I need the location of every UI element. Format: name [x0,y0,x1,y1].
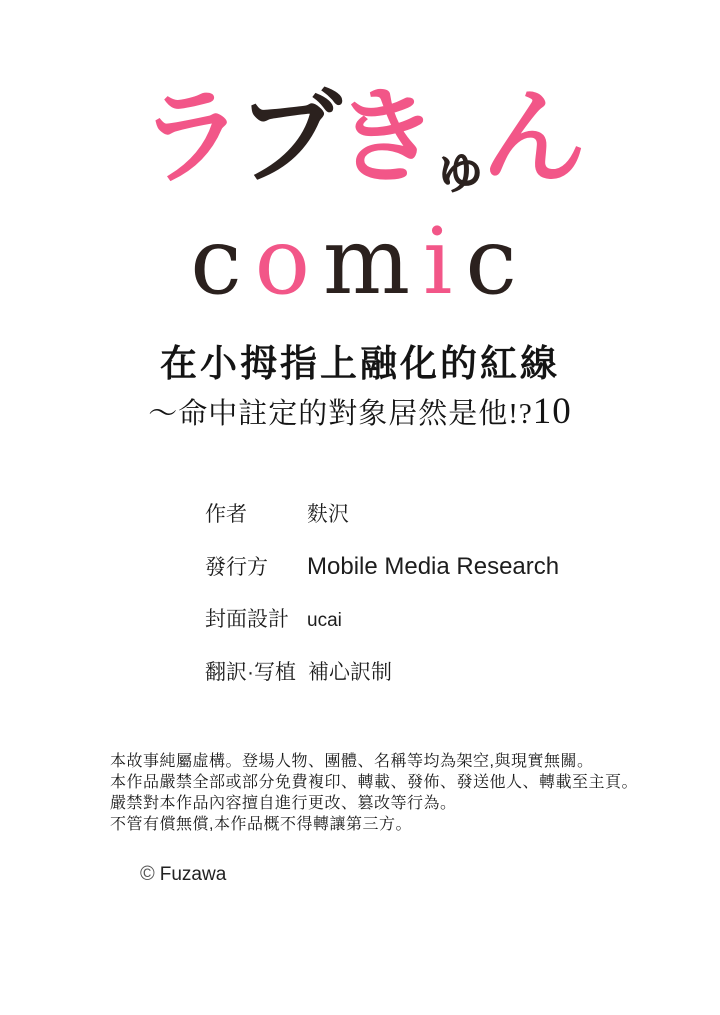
credit-label: 翻訳·写植 [205,661,296,684]
logo-kana-char: ブ [237,76,335,198]
logo-comic-letter: o [254,208,323,315]
credit-row-translation [205,658,559,688]
book-title [0,344,720,433]
logo-kana-char: ん [479,73,583,201]
credit-row-publisher [205,552,559,583]
disclaimer-text [110,751,638,835]
copyright-line [140,863,226,886]
volume-number: 10 [532,390,572,432]
credit-row-author [205,500,559,530]
disclaimer-line: 嚴禁對本作品內容擅自進行更改、篡改等行為。 [110,795,457,812]
logo-comic-letter: c [190,208,255,315]
logo-comic-letter: i [423,208,466,315]
disclaimer-line: 本作品嚴禁全部或部分免費複印、轉載、發佈、發送他人、轉載至主頁。 [110,774,639,791]
credit-row-cover-design [205,605,559,636]
credit-label: 封面設計 [205,608,289,631]
credit-value: Mobile Media Research [307,553,560,580]
logo-kana-char: き [334,76,432,198]
logo-kana-text [0,72,720,202]
credit-value: ucai [307,610,342,631]
title-line2 [0,391,720,434]
credit-label: 作者 [205,503,247,526]
title-line1: 在小拇指上融化的紅線 [160,344,560,385]
credit-label: 發行方 [205,556,268,579]
logo-comic-letter: m [322,208,424,315]
credit-value: 麩沢 [307,503,349,526]
credits-list [205,500,559,710]
disclaimer-line: 不管有償無償,本作品概不得轉讓第三方。 [110,816,412,833]
credit-value: 補心訳制 [308,661,392,684]
logo-kana-char: ラ [136,72,242,202]
logo-comic-letter: c [465,208,530,315]
copyright-icon: © [140,863,155,885]
disclaimer-line: 本故事純屬虛構。登場人物、團體、名稱等均為架空,與現實無關。 [110,753,594,770]
logo-comic-text [0,208,720,315]
copyright-holder: Fuzawa [159,864,227,885]
logo-kana-char-small: ゅ [431,133,483,201]
title-subtitle: ～命中註定的對象居然是他!? [148,397,533,430]
